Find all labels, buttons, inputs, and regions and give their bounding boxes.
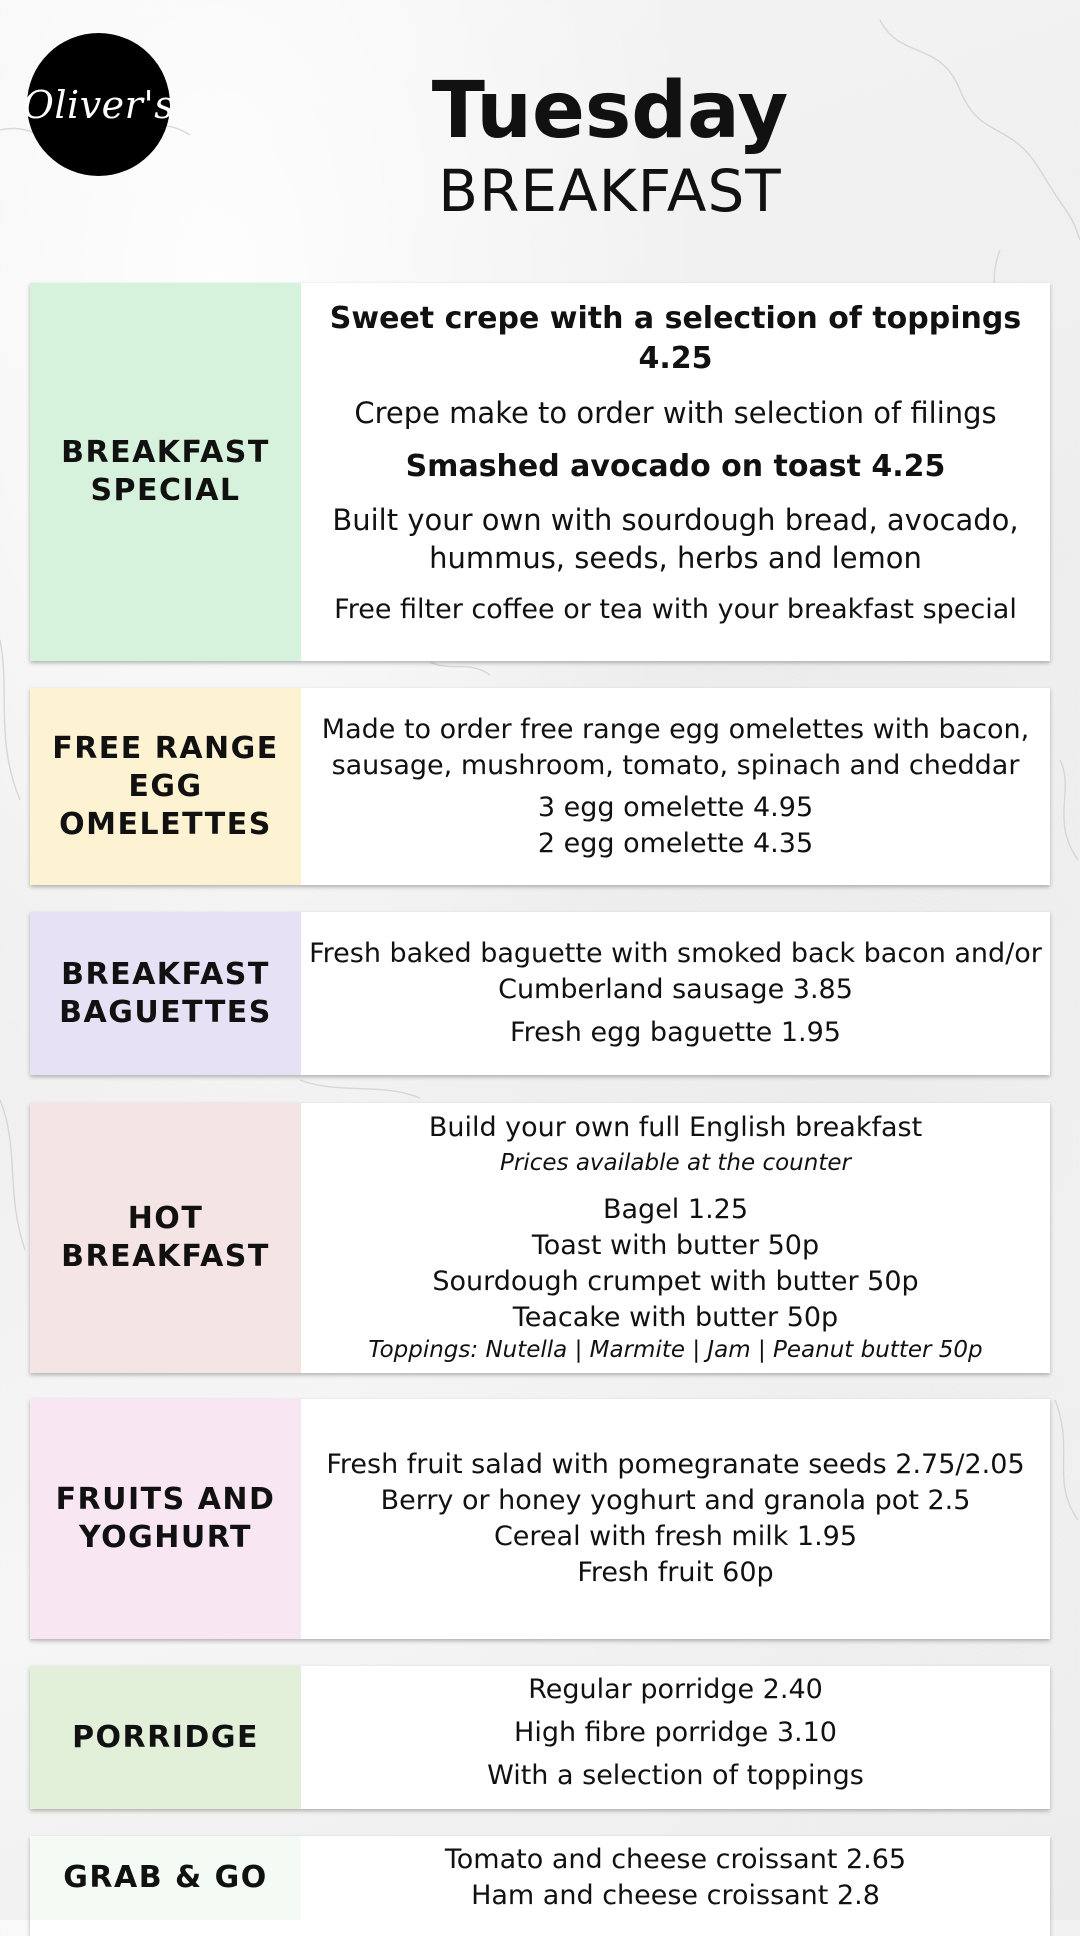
menu-item: Berry or honey yoghurt and granola pot 2.5 [380,1485,971,1516]
menu-item: Fresh baked baguette with smoked back bacon and/or [309,938,1042,969]
day-title: Tuesday [431,66,789,156]
menu-item: Fresh fruit 60p [577,1557,774,1588]
menu-item: Ham and cheese croissant 2.8 [471,1880,880,1911]
category-label: BREAKFAST SPECIAL [30,283,301,661]
menu-item: Tomato and cheese croissant 2.65 [444,1844,907,1875]
menu-item: Made to order free range egg omelettes with bacon, [321,714,1030,745]
category-label: FRUITS AND YOGHURT [30,1399,301,1639]
section-fruits-yoghurt [30,1399,1050,1639]
menu-item: Crepe make to order with selection of filings [354,396,997,430]
menu-item: 3 egg omelette 4.95 [537,792,814,823]
menu-item: Teacake with butter 50p [512,1302,839,1333]
item-list [301,1103,1050,1373]
menu-item: Cereal with fresh milk 1.95 [493,1521,858,1552]
menu-item: Sweet crepe with a selection of toppings 4.25 [329,301,1022,376]
meal-title: BREAKFAST [438,157,782,225]
menu-item: Built your own with sourdough bread, avocado, [332,503,1019,537]
menu-item: Smashed avocado on toast 4.25 [405,449,946,484]
category-label: FREE RANGE EGG OMELETTES [30,688,301,885]
category-label: BREAKFAST BAGUETTES [30,912,301,1075]
item-list [301,1666,1050,1809]
menu-item: Toast with butter 50p [531,1230,820,1261]
category-label: HOT BREAKFAST [30,1103,301,1373]
menu-item: With a selection of toppings [487,1760,864,1791]
menu-item: Cumberland sausage 3.85 [498,974,853,1005]
menu-item: Free filter coffee or tea with your breakfast special [334,594,1017,625]
menu-item: 2 egg omelette 4.35 [537,828,814,859]
item-list [301,283,1050,661]
item-list [301,1399,1050,1639]
category-label: PORRIDGE [30,1666,301,1809]
olivers-logo [22,33,175,176]
section-porridge [30,1666,1050,1809]
menu-item: Sourdough crumpet with butter 50p [432,1266,919,1297]
menu-item: High fibre porridge 3.10 [514,1717,837,1748]
menu-note: Toppings: Nutella | Marmite | Jam | Peanut butter 50p [368,1337,983,1363]
logo-text: Oliver's [22,82,175,127]
menu-note: Prices available at the counter [500,1150,851,1176]
item-list [301,688,1050,885]
menu-item: sausage, mushroom, tomato, spinach and cheddar [331,750,1020,781]
section-omelettes [30,688,1050,885]
section-grab-go [30,1836,1050,1936]
menu-item: Fresh fruit salad with pomegranate seeds 2.75/2.05 [326,1449,1025,1480]
section-hot-breakfast [30,1103,1050,1373]
section-breakfast-special [30,283,1050,661]
menu-item: Fresh egg baguette 1.95 [510,1017,841,1048]
section-baguettes [30,912,1050,1075]
item-list [301,1836,1050,1936]
menu-item: hummus, seeds, herbs and lemon [429,541,922,575]
menu-item: Bagel 1.25 [602,1194,749,1225]
item-list [301,912,1050,1075]
category-label: GRAB & GO [30,1836,301,1920]
menu-item: Build your own full English breakfast [428,1112,923,1143]
menu-item: Regular porridge 2.40 [528,1674,823,1705]
